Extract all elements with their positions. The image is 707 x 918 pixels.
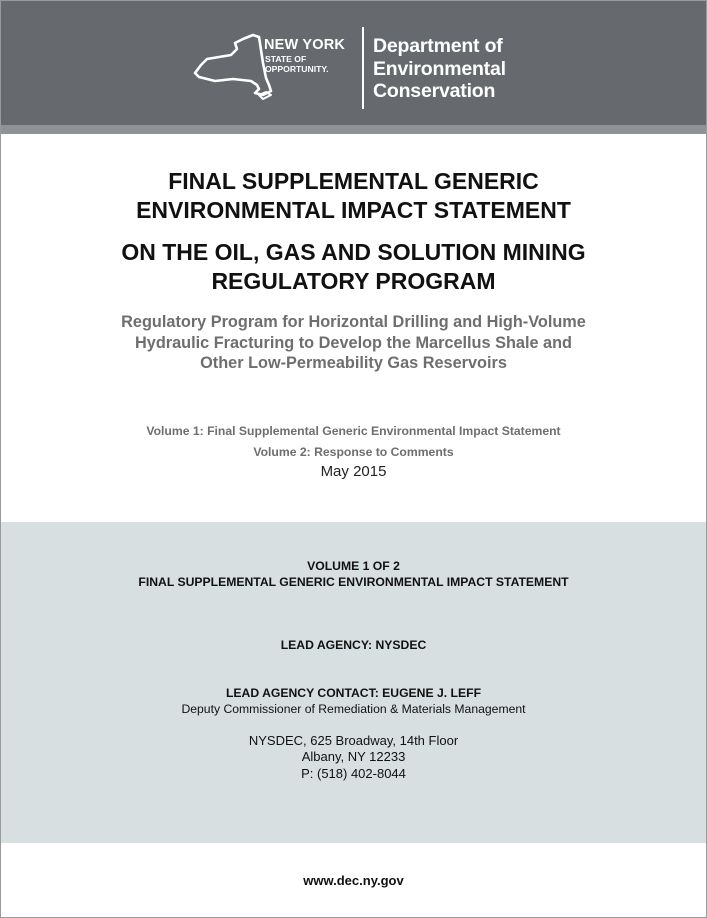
header-band [1, 1, 706, 125]
nys-logo [193, 33, 361, 103]
document-title [1, 167, 706, 225]
ny-tagline-line: OPPORTUNITY. [265, 63, 329, 74]
document-title-line: ENVIRONMENTAL IMPACT STATEMENT [136, 197, 571, 223]
department-name-line: Environmental [373, 57, 506, 80]
department-name [373, 35, 506, 103]
lead-agency: LEAD AGENCY: NYSDEC [280, 638, 427, 652]
contact-address [1, 733, 706, 782]
publication-date: May 2015 [320, 463, 387, 480]
department-name-line: Department of [373, 35, 503, 57]
document-subtitle [61, 312, 646, 374]
website-link[interactable]: www.dec.ny.gov [303, 873, 404, 888]
document-subject-line: ON THE OIL, GAS AND SOLUTION MINING [121, 239, 586, 265]
new-york-state-map-icon [193, 33, 273, 103]
volume-heading [1, 559, 706, 590]
volume-list [1, 421, 706, 463]
contact-title: Deputy Commissioner of Remediation & Materials Management [181, 702, 526, 716]
lead-agency-contact [1, 685, 706, 717]
document-subtitle-line: Hydraulic Fracturing to Develop the Marcellus Shale and [135, 333, 572, 352]
volume-heading-line: FINAL SUPPLEMENTAL GENERIC ENVIRONMENTAL IMPACT STATEMENT [138, 574, 569, 589]
department-name-line: Conservation [373, 80, 496, 102]
ny-wordmark: NEW YORK [264, 37, 346, 53]
info-panel [1, 522, 706, 843]
volume-heading-line: VOLUME 1 OF 2 [307, 559, 400, 573]
header-stripe [1, 125, 706, 134]
volume-list-item: Volume 1: Final Supplemental Generic Environmental Impact Statement [146, 424, 561, 438]
document-title-line: FINAL SUPPLEMENTAL GENERIC [168, 168, 539, 194]
address-line: Albany, NY 12233 [301, 749, 406, 765]
contact-heading: LEAD AGENCY CONTACT: EUGENE J. LEFF [225, 686, 482, 700]
document-subject-line: REGULATORY PROGRAM [211, 268, 496, 294]
volume-list-item: Volume 2: Response to Comments [253, 445, 454, 459]
logo-divider [362, 27, 364, 109]
document-subject [1, 238, 706, 296]
ny-tagline-line: STATE OF [265, 54, 307, 64]
address-line: P: (518) 402-8044 [301, 765, 406, 781]
ny-tagline [265, 55, 329, 74]
address-line: NYSDEC, 625 Broadway, 14th Floor [248, 733, 459, 748]
document-subtitle-line: Other Low-Permeability Gas Reservoirs [200, 354, 507, 372]
document-subtitle-line: Regulatory Program for Horizontal Drilling and High-Volume [121, 313, 586, 331]
